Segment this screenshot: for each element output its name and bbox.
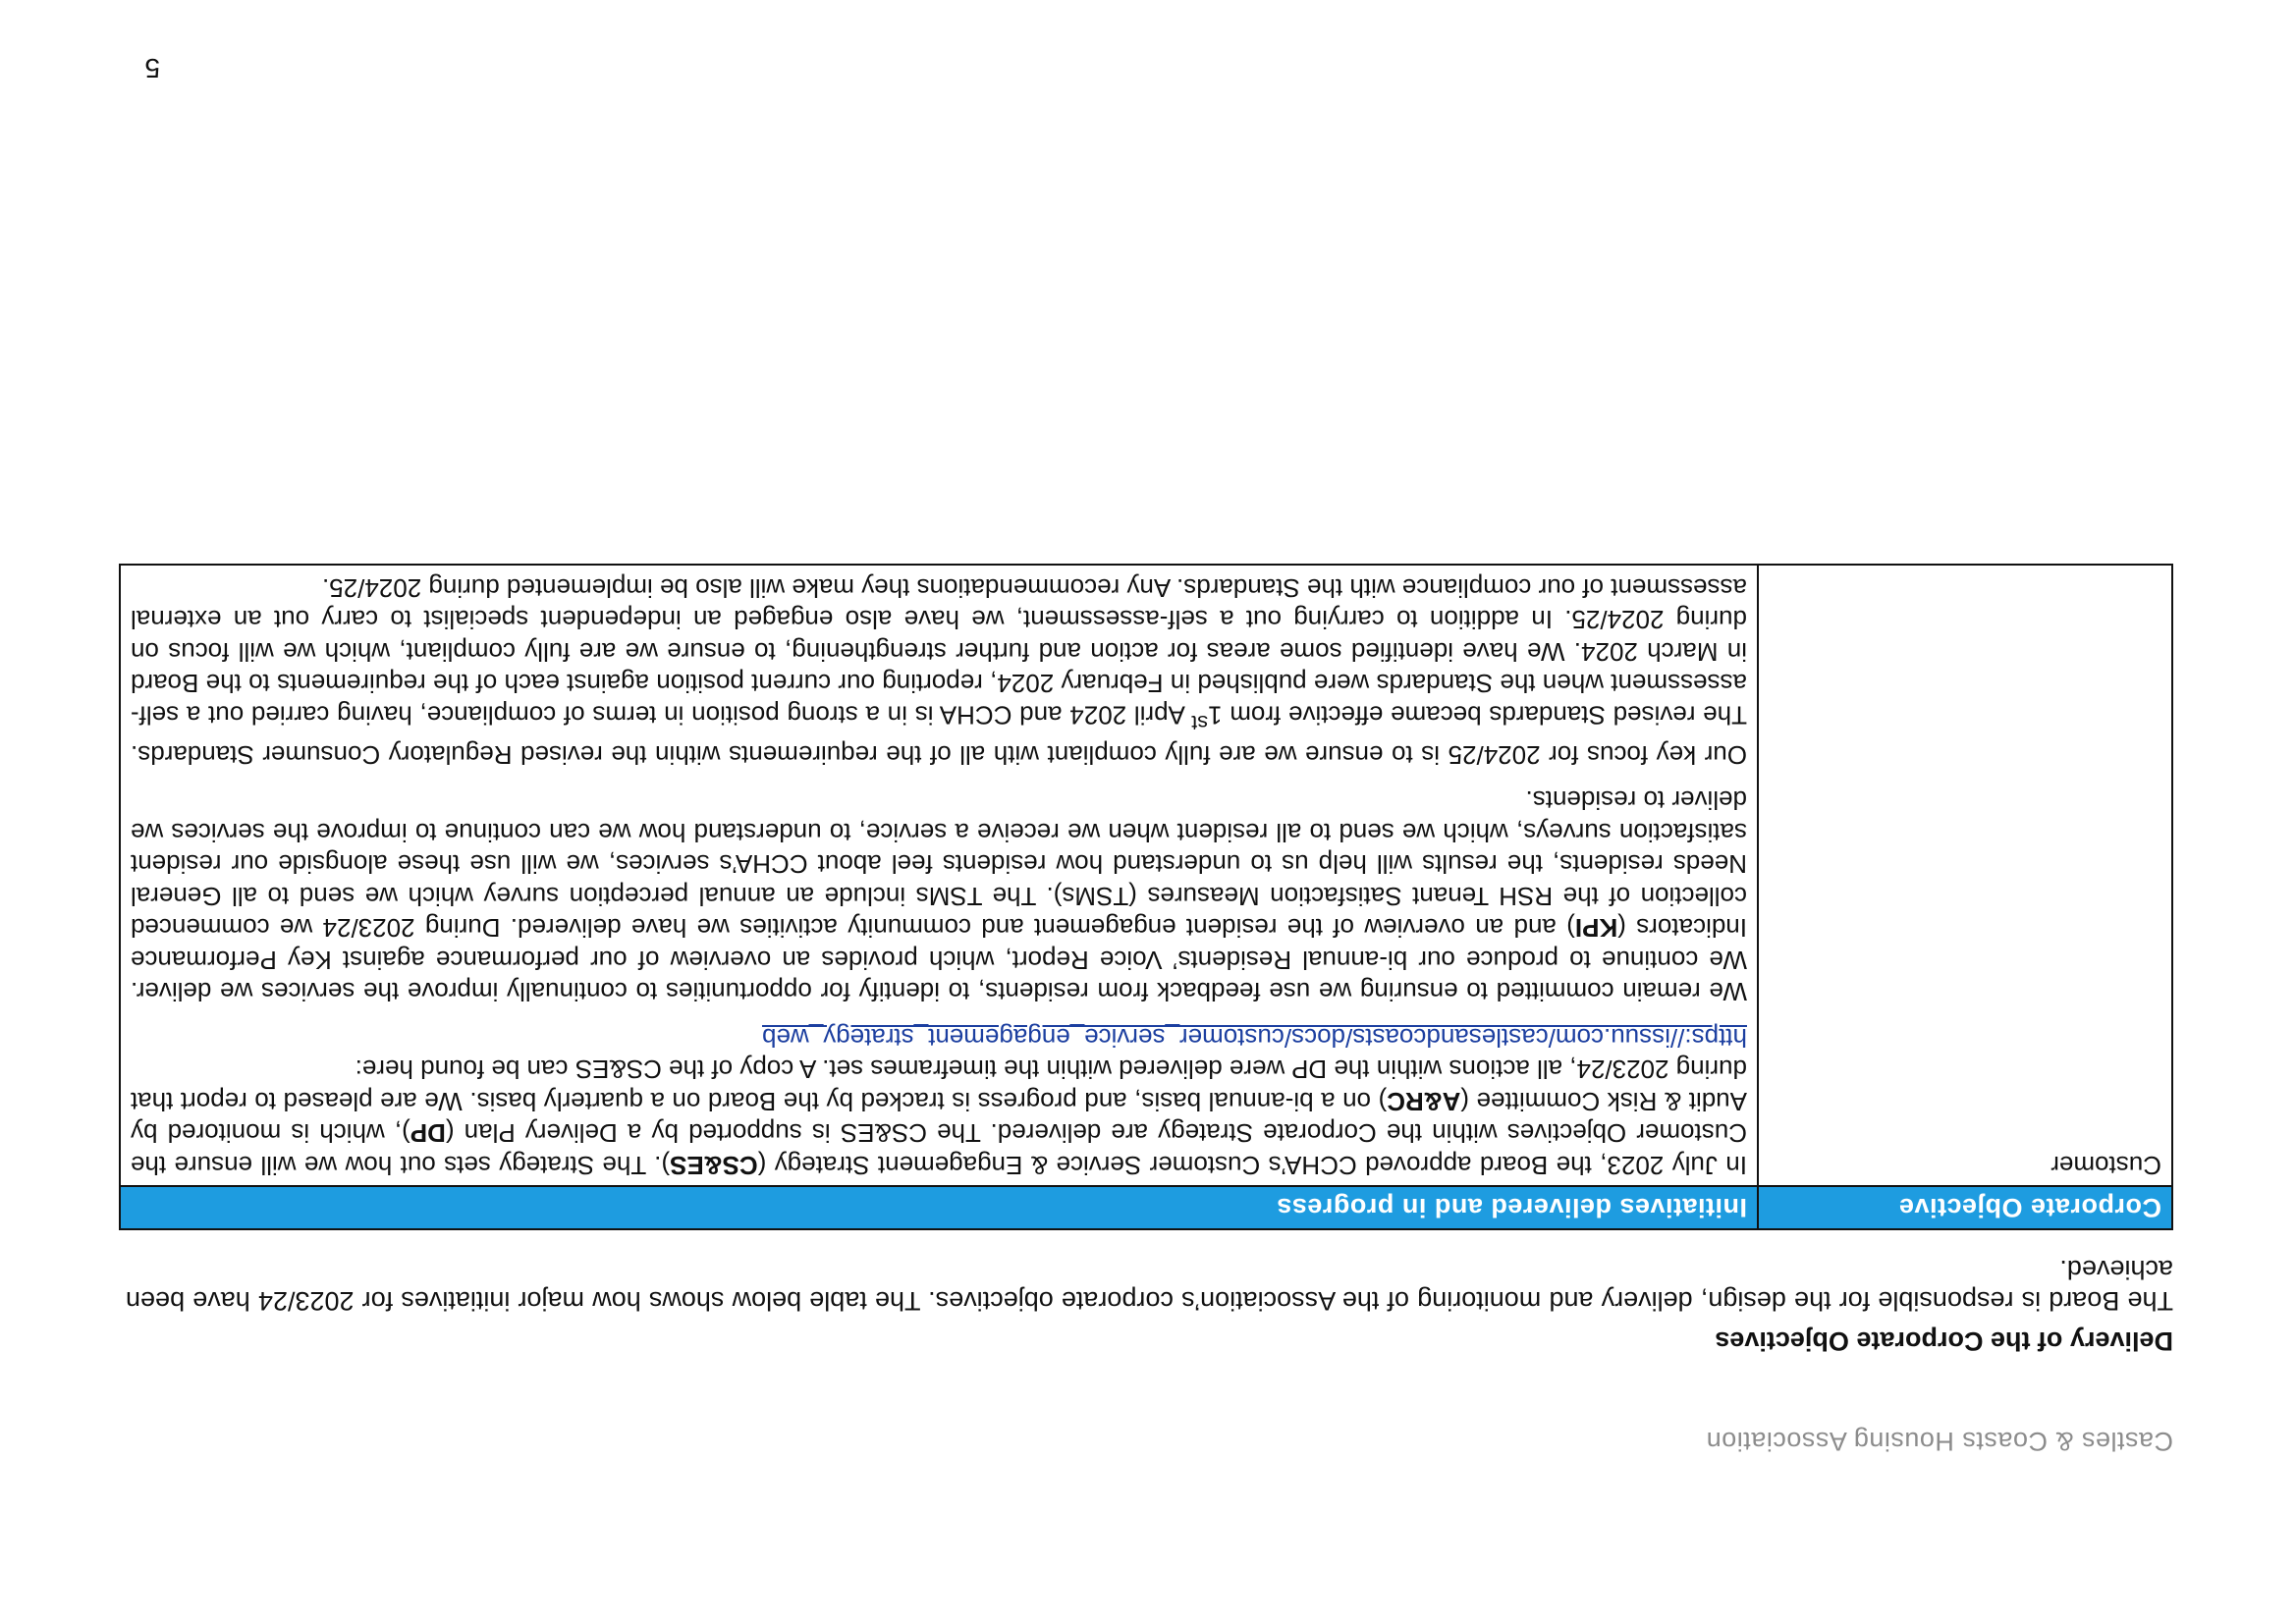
organisation-name: Castles & Coasts Housing Association — [1706, 1427, 2173, 1456]
table-header-row — [120, 1186, 2172, 1229]
table-row — [120, 565, 2172, 1186]
text-run: ) on a bi-annual basis, and progress is tracked by the Board on a quarterly basis. We are pleased to report that during 2023/24, all actions within the DP were delivered within the timeframes set. A copy of the CS&ES can be found here: — [130, 1055, 1747, 1116]
text-run: ) and an overview of the resident engagement and community activities we have delivered. During 2023/24 we commenced collection of the RSH Tenant Satisfaction Measures (TSMs). The TSMs include an annual perception survey which we send to all General Needs residents, the results will help us to understand how residents feel about CCHA’s services, we will use these alongside our resident satisfaction surveys, which we send to all resident when we receive a service, to understand how we can continue to improve the services we deliver to residents. — [131, 785, 1747, 944]
text-run: Our key focus for 2024/25 is to ensure we are fully compliant with all of the requirements within the revised Regulatory Consumer Standards. The revised Standards became effective from 1 — [131, 700, 1747, 770]
paragraph-key-focus — [131, 571, 1747, 771]
header-corporate-objective: Corporate Objective — [1758, 1186, 2172, 1229]
initiatives-cell — [120, 565, 1758, 1186]
corporate-objectives-table — [119, 564, 2173, 1230]
text-run: In July 2023, the Board approved CCHA’s Customer Service & Engagement Strategy ( — [757, 1151, 1747, 1180]
superscript: st — [1191, 711, 1209, 736]
bold-abbreviation: KPI — [1574, 913, 1618, 944]
page-number: 5 — [144, 53, 160, 83]
bold-abbreviation: A&RC — [1387, 1087, 1461, 1116]
bold-abbreviation: CS&ES — [670, 1151, 758, 1180]
section-intro: The Board is responsible for the design, delivery and monitoring of the Association’s corporate objectives. The table below shows how major initiatives for 2023/24 have been achieved. — [126, 1255, 2173, 1316]
paragraph-strategy — [131, 1022, 1747, 1182]
text-run: April 2024 and CCHA is in a strong position in terms of compliance, having carried out a self-assessment when the Standards were published in February 2024, reporting our current position against each of the requirements to the Board in March 2024. We have identified some areas for action and further strengthening, to ensure we are fully compliant, which we will focus on during 2024/25. In addition to carrying out a self-assessment, we have also engaged an independent specialist to carry out an external assessment of our compliance with the Standards. Any recommendations they make will also be implemented during 2024/25. — [130, 572, 1747, 730]
text-run: We remain committed to ensuring we use feedback from residents, to identify for opportunities to continually improve the services we deliver. We continue to produce our bi-annual Residents’ Voice Report, which provides an overview of our performance against Key Performance Indicators ( — [131, 913, 1747, 1007]
bold-abbreviation: DP — [410, 1118, 446, 1149]
header-initiatives: Initiatives delivered and in progress — [120, 1186, 1758, 1229]
section-title: Delivery of the Corporate Objectives — [1715, 1326, 2173, 1356]
strategy-document-link[interactable]: https://issuu.com/castlesandcoasts/docs/customer_service_engagement_strategy_web — [762, 1023, 1747, 1053]
text-run: ), which is monitored by Audit & Risk Committee ( — [131, 1087, 1747, 1149]
paragraph-feedback — [131, 784, 1747, 1008]
objective-cell: Customer — [1758, 565, 2172, 1186]
text-run: ). The Strategy sets out how we will ensure the Customer Objectives within the Corporate Strategy are delivered. The CS&ES is supported by a Delivery Plan ( — [131, 1118, 1747, 1180]
